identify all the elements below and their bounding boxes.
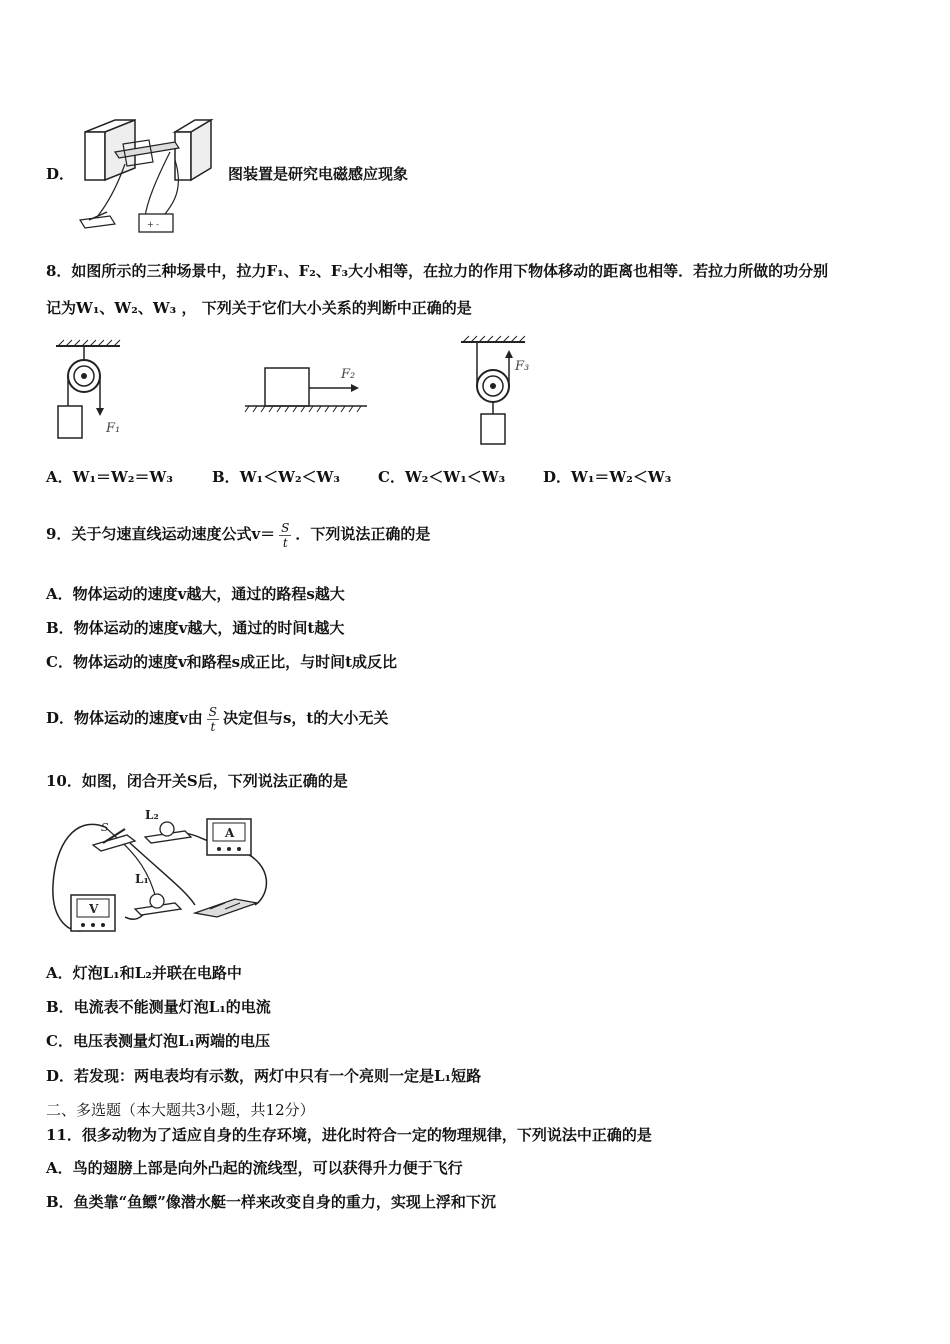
- q11-option-a: A．鸟的翅膀上部是向外凸起的流线型，可以获得升力便于飞行: [46, 1159, 463, 1177]
- q8-stem-line1: 8．如图所示的三种场景中，拉力F₁、F₂、F₃大小相等，在拉力的作用下物体移动的距离也相等．若拉力所做的功分别: [46, 262, 829, 280]
- q8-option-c: C．W₂＜W₁＜W₃: [378, 468, 506, 486]
- q9-option-a: A．物体运动的速度v越大，通过的路程s越大: [46, 585, 345, 603]
- q10-stem: 10．如图，闭合开关S后，下列说法正确的是: [46, 772, 348, 790]
- q9-formula-fraction: $\frac{S}{t}$: [281, 520, 290, 550]
- q10-label-l2: L₂: [145, 808, 159, 822]
- section-heading-multiple-choice: 二、多选题（本大题共3小题，共12分）: [46, 1101, 315, 1119]
- q8-label-f1: F₁: [106, 421, 121, 436]
- q10-label-v: V: [89, 902, 99, 916]
- q9-option-d-fraction: $\frac{S}{t}$: [208, 704, 217, 734]
- q8-option-b: B．W₁＜W₂＜W₃: [212, 468, 340, 486]
- q9-option-c: C．物体运动的速度v和路程s成正比，与时间t成反比: [46, 653, 398, 671]
- q8-label-f2: F₂: [341, 367, 356, 382]
- q9-stem: 9．关于匀速直线运动速度公式v＝ $\frac{S}{t}$ ．下列说法正确的是: [46, 520, 431, 550]
- q8-figure-movable-pulley: [455, 334, 545, 449]
- q10-option-c: C．电压表测量灯泡L₁两端的电压: [46, 1032, 271, 1050]
- q8-figure-fixed-pulley: [50, 338, 140, 448]
- q11-option-b: B．鱼类靠“鱼鳔”像潜水艇一样来改变自身的重力，实现上浮和下沉: [46, 1193, 496, 1211]
- q8-option-d: D．W₁＝W₂＜W₃: [543, 468, 672, 486]
- q9-option-d: D．物体运动的速度v由 $\frac{S}{t}$ 决定但与s，t的大小无关: [46, 704, 389, 734]
- q11-stem: 11．很多动物为了适应自身的生存环境，进化时符合一定的物理规律，下列说法中正确的是: [46, 1126, 652, 1144]
- q9-option-b: B．物体运动的速度v越大，通过的时间t越大: [46, 619, 345, 637]
- svg-text:+ -: + -: [147, 220, 159, 229]
- q10-circuit-figure: [45, 805, 280, 945]
- q10-label-s: S: [101, 821, 109, 834]
- q8-stem-line2: 记为W₁、W₂、W₃ ， 下列关于它们大小关系的判断中正确的是: [46, 299, 472, 317]
- q7-option-d-text: 图装置是研究电磁感应现象: [228, 165, 409, 183]
- q8-label-f3: F₃: [515, 359, 530, 374]
- q10-option-b: B．电流表不能测量灯泡L₁的电流: [46, 998, 271, 1016]
- q10-option-d: D．若发现：两电表均有示数，两灯中只有一个亮则一定是L₁短路: [46, 1067, 482, 1085]
- q10-label-a: A: [225, 826, 235, 840]
- q7-option-d-label: D．: [46, 165, 75, 183]
- q8-option-a: A．W₁＝W₂＝W₃: [46, 468, 173, 486]
- q8-figure-block-on-ground: [243, 360, 373, 420]
- q10-option-a: A．灯泡L₁和L₂并联在电路中: [46, 964, 242, 982]
- q10-label-l1: L₁: [135, 872, 149, 886]
- electromagnet-apparatus-figure: [75, 112, 215, 237]
